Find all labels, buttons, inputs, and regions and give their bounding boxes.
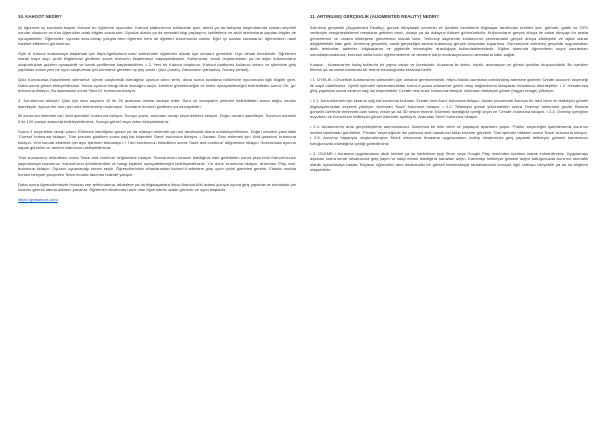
ar-paragraph-5: • 2.4. Aurasma'nın artık gerçekleştirme adımındasınız. Aura'nıza bir isim verin ve paylaşım ayarlarını yapın. 'Public' seçeneğini işaretlerseniz Aura'nız herkes tarafından görülebilir. 'Private' seçeneğinde ise yalnızca sizin kanalınızı takip edenler görebilir. Tüm işlemler bittikten sonra 'Save' butonuna tıklayın. • 2.5. Aura'nız başarıyla oluşturulmuştur. Mobil cihazınıza Aurasma uygulamasını indirip hesabınızla giriş yaparak tetikleyici görsele kameranızı tuttuğunuzda eklediğiniz içeriği görebilirsiniz. xyxy=(310,124,588,146)
kahoot-paragraph-8: Daha sonra öğrencilerimizle bulunan cep telefonlarına, tabletlere ya da bilgisayarlara https://kahoot.it/#/ adresi yoluyla oyuna giriş yaparlar ve ekrandaki pin kodunu girerek takma adlarını yazarlar. Öğretmen ekranında hazır olan öğrencilerin adları görünür ve oyun başlatılır. xyxy=(18,181,296,192)
ar-paragraph-1: Artırılmış gerçeklik (Augmented Reality), gerçek dünyadaki çevrenin ve içindeki nesnelerin bilgisayar tarafından üretilen ses, görüntü, grafik ve GPS verileriyle zenginleştirilerek meydana getirilen canlı, dolaylı ya da dolaysız fiziksel görünümüdür. Kullanıcıların gerçek dünya ile sanal dünyayı bir arada görmelerine ve onlarla etkileşime girmelerine olanak tanır. Teknoloji sayesinde kullanıcının çevresindeki gerçek dünya etkileşimli ve dijital olarak değiştirilebilir hale gelir. Artırılmış gerçeklik, sanal gerçekliğin aksine kullanıcıyı gerçek dünyadan koparmaz. Günümüzde artırılmış gerçeklik uygulamaları akıllı telefonlar, tabletler, bilgisayarlar ve giyilebilir teknolojiler aracılığıyla kullanılabilmektedir. Eğitim alanında öğrencilerin soyut kavramları somutlaştırmalarına, konuları daha kalıcı öğrenmelerine ve derslere karşı motivasyonlarının artmasına katkı sağlar. xyxy=(310,24,588,57)
kahoot-paragraph-7: Tüm sorularınızı ekledikten sonra 'Save and continue' düğmesine tıklayın. Sorularınızın sırasını istediğiniz hale getirdikten sonra yeşil renk Kahoot'unuzu yayınlamaya hazırsınız. Kahoot'umu yönetimindeki ve hangi kişilerin oynayabileceğini belirleyebilirsiniz. 'I'm done' butonuna tıklayın. Ardından 'Play now' butonuna tıklayın. Oyunun oynanacağı ekranı seçin. Öğrencilerinizin cihazlarından kahoot.it adresine girip oyun pinini girmeleri gerekir. Classic modda herkes bireysel yarışırken Team modda takımlar halinde yarışılır. xyxy=(18,155,296,177)
getkahoot-link[interactable]: https://getkahoot.com/ xyxy=(18,196,58,202)
ar-paragraph-2: Kısaca: - Aurasma'nın kolay kullanılır bir yapısı vardır ve ücretsizdir. Aurasma ile video, müzik, animasyon ve görsel içerikler oluşturulabilir. Bu içerikler telefon ya da tablet kamerası bir resme tutulduğunda ekranda belirir. xyxy=(310,61,588,73)
kahoot-paragraph-4: 3. Sorularınızı ekleyin: Quiz için soru sayısını 10 ile 20 arasında olması tavsiye edilir. Soru ve cevapların yerlerini belirledikten sonra doğru cevabı işaretleyin. Ayrıca her soru için süre belirlemeyi unutmayın. Soruların tümünü girdikten sonra kaydedin. xyxy=(18,98,296,109)
ar-paragraph-3: • 1. ÜYELİK • Öncelikle Aurasma'nın sitesinden üye olmanız gerekmektedir. https://studio.aurasma.com/landing adresine giderek 'Create account' seçeneği ile kayıt olabilirsiniz. Üyelik işlemleri tamamlandıktan sonra e-posta adresinize gelen onay bağlantısına tıklayarak hesabınızı etkinleştirin. • 2. Hesabınıza giriş yaptıktan sonra ekranın sağ üst köşesindeki 'Create new Aura' butonuna tıklayın. Ardından tetikleyici görsel (trigger image) yükleyin. xyxy=(310,77,588,94)
kahoot-paragraph-2: Öyle ki Kahoot kullanmaya başlamak için https://getkahoot.com/ adresinden öğretmen olarak üye olmanız gereklidir. Üye olmak ücretsizdir. Öğretmen olarak kayıt olup, profil bilgilerinizi girdikten sonra Kahoot'u keşfetmeye başlayabilirsiniz. Kullanıcılar, kendi oluşturdukları ya da diğer kullanıcıların oluşturdukları quizleri oynayabilir ve kendi profillerine kaydedebilirler. • 2. Yeni bir Kahoot oluşturun: Kahoot platformu kullanıcı adınız ve şifrenizle giriş yaptıktan sonra yeni bir oyun oluşturmak için kurmanız gereken üç şey vardır: Quiz (sınav), Discussion (tartışma), Survey (anket). xyxy=(18,50,296,73)
kahoot-paragraph-1: İyi öğrenme iyi sorularla başlar. Kahoot bu öğrenme oyunudur. Kahoot platformunu kullanarak quiz, anket ya da tartışma başlımlarında çoktan seçmeli sorular oluşturur ve tüm öğrenciler ortak bilgiler sorusudur. Oyunlar dizisiz ya da mesafeli bilgi paylaşımı, tablletlerle ve akıllı telefonlarla yapılan bilgiler de oynayabilirler. Öğrenciler; oyunda soru-cevap yoluyla hem öğrenen hem de öğreten konumunda olurlar. Eğer iyi sorular sorarsanız, öğrencilerin nasıl hareket ettiklerini görürsünüz. xyxy=(18,24,296,46)
kahoot-paragraph-6: Sonra 4 seçenekte cevap yazın. Eklemek istediğiniz görsel ya da videoyu eklemek için sol tarafındaki alana sürükleyebilirsiniz. Doğru cevabın yanındaki 'Correct' butonuna tıklayın. Tüm soruları girdikten sonra sağ üst köşedeki 'Save' butonuna tıklayın. • Dahası: Soru eklemek için 'Add question' butonuna tıklayın. Yeni sorular eklemek için aynı işlemleri tekrarlayın. • Tüm sorularınızı ekledikten sonra 'Save and continue' düğmesine tıklayın. Sonrasında oyunun kapak görselini ve tanıtım videosunu ekleyebilirsiniz. xyxy=(18,128,296,151)
kahoot-link-line xyxy=(18,197,296,202)
kahoot-paragraph-3: Quiz Konusunda Kaydetmek isterseniz: İçinde oluşturmak istediğiniz oyunun adını verin, daha sonra açıklama bölümüne oyununuzla ilgili bilgiler girin. Daha sonra görsel ekleyebilirsiniz. Sonra oyunun hangi dilde olacağını seçin, kimlerin görebileceğini ve kimin oynayabileceğini belirledikten sonra 'Ok, go' butonuna tıklayın. Bu aşamadan sonra 'New K!' butonuna tıklayın. xyxy=(18,77,296,94)
ar-heading: 11. ARTIRILMIŞ GERÇEKLİK (AUGMENTED REALITY) NEDİR? xyxy=(310,14,439,19)
ar-paragraph-6: • 3. İZLEME • Aurasma uygulamasını akıllı telefon ya da tabletinize App Store veya Google Play üzerinden ücretsiz olarak indirebilirsiniz. Uygulamayı açtıktan sonra kendi hesabınızla giriş yapın ve takip etmek istediğiniz kanalları seçin. Kamerayı tetikleyici görsele doğru tuttuğunuzda Aura'nız otomatik olarak oynatılmaya başlar. Böylece öğrenciler ders kitabındaki bir görseli telefonlarıyla taradıklarında konuyla ilgili videoyu izleyebilir ya da ek bilgilere ulaşabilirler. xyxy=(310,150,588,173)
right-column xyxy=(310,14,588,416)
kahoot-heading: 10. KAHOOT NEDİR? xyxy=(18,14,62,19)
left-column xyxy=(18,14,296,416)
ar-paragraph-4: • 2.1. Aura eklemek için ekranın sağ üst kısmında bulunan 'Create new Aura' butonuna tıklayın. Açılan pencerede Aura'ya bir isim verin ve tetikleyici görseli bilgisayarınızdan seçerek yükleyin. Ardından 'Save' butonuna tıklayın. • 2.2. Tetikleyici görsel yüklendikten sonra 'Overlay' bölümüne geçilir. Burada görselin üzerinde belirecek olan video, resim ya da 3D nesne eklenir. Eklemek istediğiniz içeriği seçin ve 'Create' butonuna tıklayın. • 2.3. Overlay içeriğinin boyutunu ve konumunu tetikleyici görsel üzerinde ayarlayın. Ardından 'Next' butonuna tıklayın. xyxy=(310,98,588,120)
kahoot-paragraph-5: İlk sorunuzu eklemek için 'Add question' butonuna tıklayın. Soruyu yazın, ardından cevap seçeneklerini ekleyin. Doğru cevabı işaretleyin. Sorunun süresini 5 ile 120 saniye arasında belirleyebilirsiniz. Soruya görsel veya video ekleyebilirsiniz. xyxy=(18,113,296,124)
